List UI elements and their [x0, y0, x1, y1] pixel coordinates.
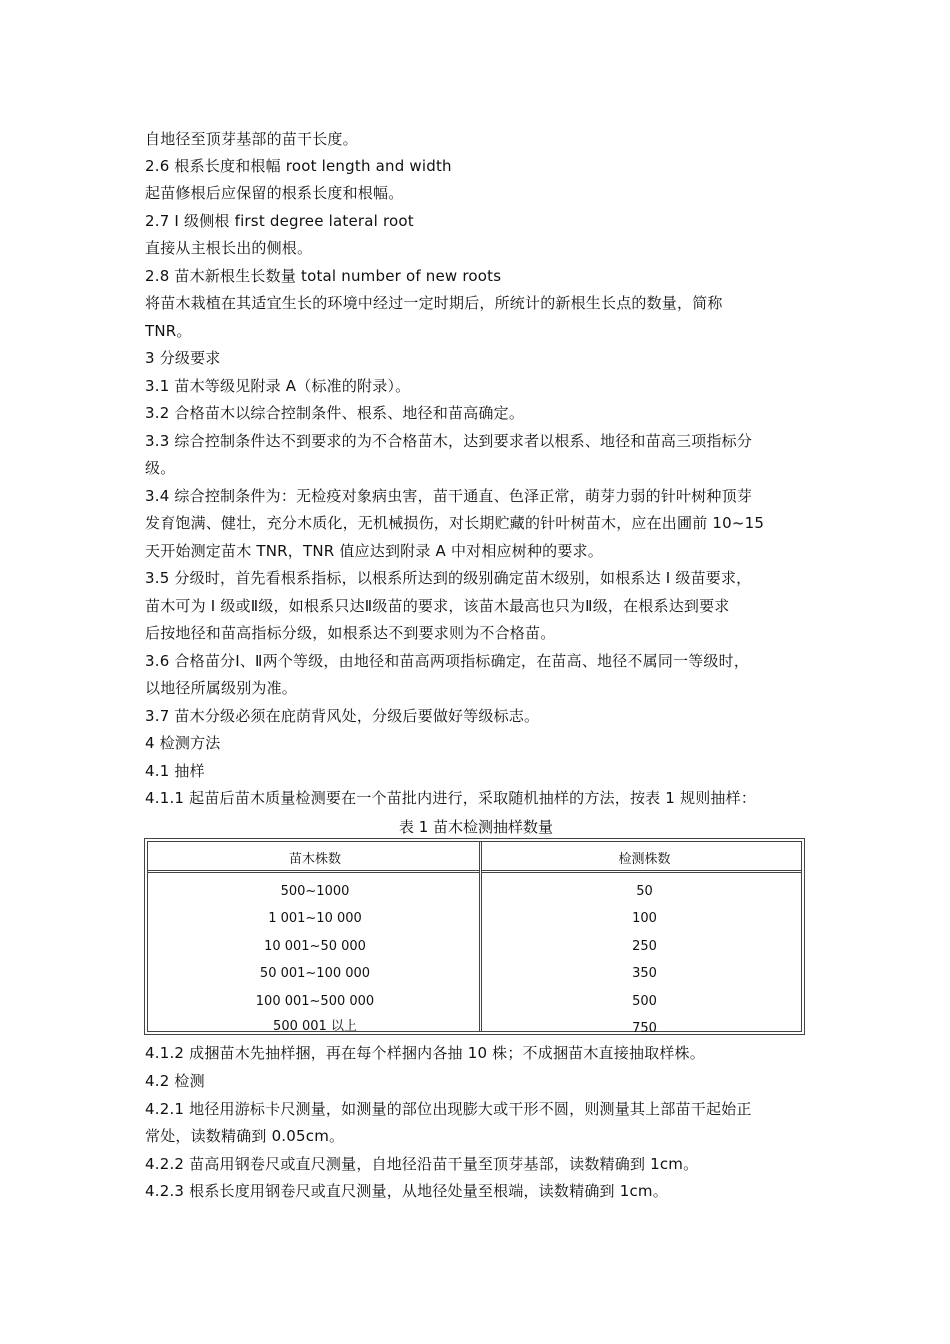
clause-4-2-1-line-2: 常处，读数精确到 0.05cm。: [145, 1127, 345, 1145]
section-4-heading: 4 检测方法: [145, 734, 221, 752]
clause-3-5-line-3: 后按地径和苗高指标分级，如根系达不到要求则为不合格苗。: [145, 624, 556, 642]
table-cell-seedlings: 100 001~500 000: [255, 994, 375, 1009]
table-cell-seedlings: 1 001~10 000: [268, 911, 362, 926]
table-cell-seedlings: 500 001 以上: [273, 1019, 357, 1034]
sampling-table: [144, 838, 805, 1035]
table-cell-samples: 500: [632, 994, 657, 1009]
table-cell-seedlings: 500~1000: [280, 884, 350, 899]
table-caption: 表 1 苗木检测抽样数量: [398, 818, 554, 836]
clause-4-2-2: 4.2.2 苗高用钢卷尺或直尺测量，自地径沿苗干量至顶芽基部，读数精确到 1cm。: [145, 1155, 699, 1173]
clause-4-1-2: 4.1.2 成捆苗木先抽样捆，再在每个样捆内各抽 10 株；不成捆苗木直接抽取样株。: [145, 1044, 705, 1062]
text-line-1: 自地径至顶芽基部的苗干长度。: [145, 130, 358, 148]
clause-3-5-line-1: 3.5 分级时，首先看根系指标，以根系所达到的级别确定苗木级别，如根系达 I 级苗要求，: [145, 569, 752, 587]
clause-3-1: 3.1 苗木等级见附录 A（标准的附录）。: [145, 377, 411, 395]
clause-3-3-line-2: 级。: [145, 459, 176, 477]
section-4-1-heading: 4.1 抽样: [145, 762, 205, 780]
clause-4-2-1-line-1: 4.2.1 地径用游标卡尺测量，如测量的部位出现膨大或干形不圆，则测量其上部苗干起始正: [145, 1100, 752, 1118]
section-2-8-heading: 2.8 苗木新根生长数量 total number of new roots: [145, 267, 502, 285]
table-cell-seedlings: 50 001~100 000: [259, 966, 371, 981]
clause-3-6-line-1: 3.6 合格苗分Ⅰ、Ⅱ两个等级，由地径和苗高两项指标确定，在苗高、地径不属同一等级时，: [145, 652, 750, 670]
table-cell-samples: 250: [632, 939, 657, 954]
clause-3-4-line-1: 3.4 综合控制条件为：无检疫对象病虫害，苗干通直、色泽正常，萌芽力弱的针叶树种顶芽: [145, 487, 753, 505]
table-inner-border: [147, 841, 802, 1036]
table-cell-samples: 350: [632, 966, 657, 981]
table-header-seedling-count: 苗木株数: [288, 852, 341, 867]
text-line-3: 起苗修根后应保留的根系长度和根幅。: [145, 184, 404, 202]
table-cell-samples: 750: [632, 1021, 657, 1036]
clause-3-7: 3.7 苗木分级必须在庇荫背风处，分级后要做好等级标志。: [145, 707, 540, 725]
clause-3-2: 3.2 合格苗木以综合控制条件、根系、地径和苗高确定。: [145, 404, 525, 422]
text-line-7: 将苗木栽植在其适宜生长的环境中经过一定时期后，所统计的新根生长点的数量，简称: [145, 294, 723, 312]
table-cell-seedlings: 10 001~50 000: [264, 939, 366, 954]
section-4-2-heading: 4.2 检测: [145, 1072, 205, 1090]
section-2-6-heading: 2.6 根系长度和根幅 root length and width: [145, 157, 452, 175]
clause-3-4-line-3: 天开始测定苗木 TNR，TNR 值应达到附录 A 中对相应树种的要求。: [145, 542, 603, 560]
clause-4-1-1: 4.1.1 起苗后苗木质量检测要在一个苗批内进行，采取随机抽样的方法，按表 1 规则抽样：: [145, 789, 757, 807]
table-header-divider: [148, 870, 801, 873]
text-line-8: TNR。: [145, 322, 192, 340]
table-cell-samples: 50: [636, 884, 653, 899]
text-line-5: 直接从主根长出的侧根。: [145, 239, 313, 257]
clause-3-4-line-2: 发育饱满、健壮，充分木质化，无机械损伤，对长期贮藏的针叶树苗木，应在出圃前 10~15: [145, 514, 765, 532]
table-header-sample-count: 检测株数: [618, 852, 671, 867]
clause-4-2-3: 4.2.3 根系长度用钢卷尺或直尺测量，从地径处量至根端，读数精确到 1cm。: [145, 1182, 668, 1200]
clause-3-3-line-1: 3.3 综合控制条件达不到要求的为不合格苗木，达到要求者以根系、地径和苗高三项指标分: [145, 432, 753, 450]
clause-3-6-line-2: 以地径所属级别为准。: [145, 679, 298, 697]
table-cell-samples: 100: [632, 911, 657, 926]
clause-3-5-line-2: 苗木可为 I 级或Ⅱ级，如根系只达Ⅱ级苗的要求，该苗木最高也只为Ⅱ级，在根系达到要求: [145, 597, 730, 615]
section-2-7-heading: 2.7 I 级侧根 first degree lateral root: [145, 212, 414, 230]
section-3-heading: 3 分级要求: [145, 349, 221, 367]
